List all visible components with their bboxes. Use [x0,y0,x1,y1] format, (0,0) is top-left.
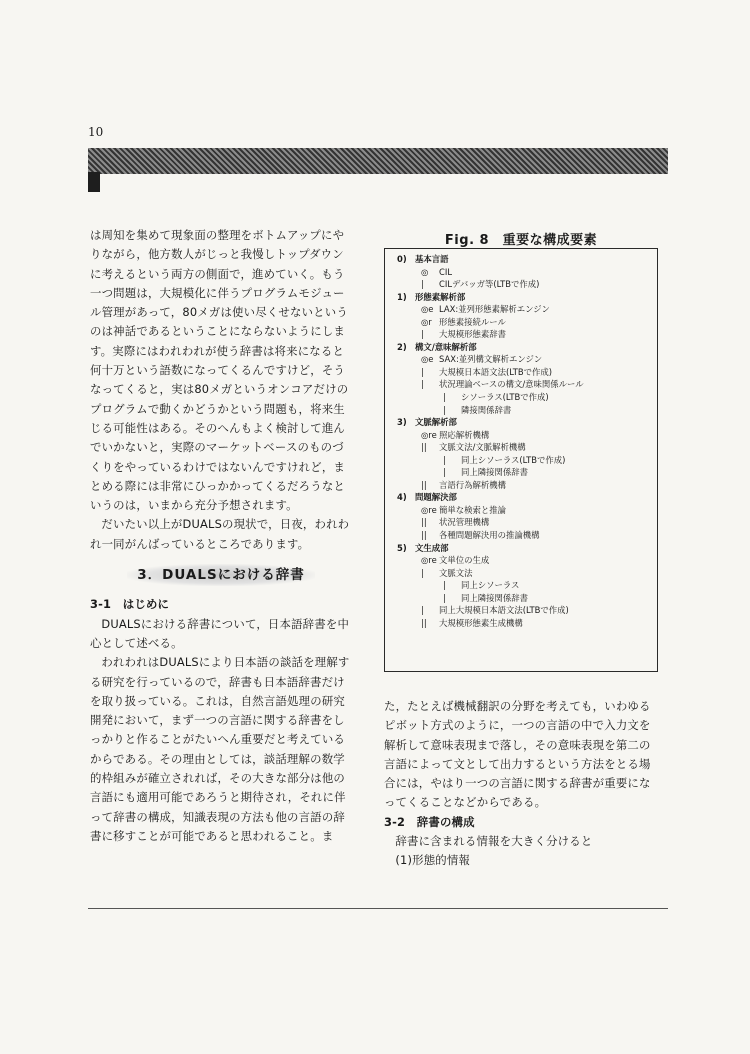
figure-line-text: LAX:並列形態素解析エンジン [439,304,550,315]
figure-line-marker: | [421,605,424,616]
figure-line-marker: 5) [397,542,407,553]
figure-line-marker: | [443,404,446,415]
right-column [384,697,659,871]
figure-line [385,253,657,266]
figure-line [385,529,657,542]
figure-line-text: 構文/意味解析部 [415,341,477,352]
figure-line-text: 文脈文法/文脈解析機構 [439,442,526,453]
figure-line [385,491,657,504]
figure-line-marker: ◎re [421,555,437,566]
subsection-title: 3-1 はじめに [90,597,170,612]
paragraph: た，たとえば機械翻訳の分野を考えても，いわゆるピボット方式のように，一つの言語の中で入力文を解析して意味表現まで落し，その意味表現を第二の言語によって文として出力するという方法をとる場合には，やはり一つの言語に関する辞書が重要になってくることなどからである。 [384,699,651,810]
figure-line-marker: 3) [397,417,407,428]
figure-line-marker: | [421,279,424,290]
bottom-rule [88,908,668,909]
figure-line-text: 大規模日本語文法(LTBで作成) [439,366,553,377]
figure-line-text: 言語行為解析機構 [439,479,506,490]
figure-title: Fig. 8 重要な構成要素 [444,233,598,248]
figure-line-marker: || [421,530,427,541]
figure-list [385,249,657,629]
figure-line-marker: ◎ [421,266,429,277]
figure-line [385,404,657,417]
figure-line-text: 同上大規模日本語文法(LTBで作成) [439,605,569,616]
figure-line-text: 同上隣接関係辞書 [461,467,528,478]
figure-line-marker: ◎e [421,354,434,365]
paragraph: われわれはDUALSにより日本語の談話を理解する研究を行っているので，辞書も日本語辞書だけを取り扱っている。これは，自然言語処理の研究開発において，まず一つの言語に関する辞書をしっかりと作ることがたいへん重要だと考えているからである。その理由としては，談話理解の数学的枠組みが確立されれば，その大きな部分は他の言語にも適用可能であろうと期待され，それに伴って辞書の構成，知識表現の方法も他の言語の辞書に移すことが可能であると思われること。ま [90,655,350,843]
figure-line [385,554,657,567]
figure-line [385,504,657,517]
figure-line-text: 同上シソーラス [461,580,520,591]
figure-line-marker: | [443,580,446,591]
figure-line-text: 状況理論ベースの構文/意味関係ルール [439,379,584,390]
section-heading-text: 3．DUALSにおける辞書 [127,564,314,586]
figure-line [385,291,657,304]
figure-line-text: 大規模形態素生成機構 [439,617,523,628]
figure-line [385,391,657,404]
header-stub [88,172,100,192]
figure-line-text: SAX:並列構文解析エンジン [439,354,543,365]
figure-line [385,479,657,492]
figure-line [385,542,657,555]
figure-line [385,316,657,329]
section-heading [90,566,352,585]
figure-line [385,278,657,291]
figure-line-text: CILデバッガ等(LTBで作成) [439,279,540,290]
figure-line-text: 基本言語 [415,254,449,264]
figure-line-text: 簡単な検索と推論 [439,504,506,515]
figure-line-text: 隣接関係辞書 [461,404,512,415]
paragraph: は周知を集めて現象面の整理をボトムアップにやりながら，他方数人がじっと我慢しトップダウンに考えるという両方の側面で，進めていく。もう一つ問題は，大規模化に伴うプログラムモジュール管理があって，80メガは使い尽くせないというのは神話であるということにならないようにします。実際にはわれわれが使う辞書は将来になると何十万という語数になってくるんですけど，そうなってくると，実は80メガというオンコアだけのプログラムで動くかどうかという問題も，将来生じる可能性はある。そのへんもよく検討して進んでいかないと，実際のマーケットベースのものづくりをやっているわけではないんですけれど，まとめる際には非常にひっかかってくるだろうなというのは，いまから充分予想されます。 [90,228,349,513]
figure-line-text: 文脈文法 [439,567,473,578]
figure-line [385,441,657,454]
figure-line-text: 文生成部 [415,542,449,553]
figure-line-marker: | [421,329,424,340]
figure-line-text: シソーラス(LTBで作成) [461,392,549,403]
header-band [88,148,668,174]
figure-line-marker: ◎e [421,304,434,315]
figure-line [385,266,657,279]
figure-line [385,617,657,630]
figure-line-text: 大規模形態素辞書 [439,329,506,340]
figure-line-text: 照応解析機構 [439,429,490,440]
figure-line-text: 文脈解析部 [415,417,457,428]
figure-line [385,378,657,391]
figure-line [385,579,657,592]
figure-box [384,248,658,672]
paragraph: DUALSにおける辞書について，日本語辞書を中心として述べる。 [90,616,350,650]
figure-line-marker: | [443,392,446,403]
figure-line-marker: 4) [397,492,407,503]
figure-line-marker: ◎re [421,429,437,440]
figure-line-text: 各種問題解決用の推論機構 [439,530,540,541]
figure-line-text: 同上隣接関係辞書 [461,592,528,603]
figure-line-marker: || [421,442,427,453]
figure-line [385,454,657,467]
figure-line-marker: 1) [397,291,407,302]
figure-line-marker: ◎r [421,316,432,327]
figure-line [385,429,657,442]
figure-line [385,604,657,617]
figure-line-text: 問題解決部 [415,492,457,503]
paragraph: だいたい以上がDUALSの現状で，日夜，われわれ一同がんばっているところであります。 [90,517,350,551]
figure-line [385,516,657,529]
figure-line [385,366,657,379]
page-number: 10 [88,125,104,139]
subsection-title: 3-2 辞書の構成 [384,814,475,829]
figure-line-marker: || [421,517,427,528]
figure-line-text: 状況管理機構 [439,517,490,528]
figure-line [385,567,657,580]
figure-line [385,303,657,316]
figure-line-marker: || [421,617,427,628]
figure-line [385,466,657,479]
figure-line-marker: | [421,567,424,578]
figure-line-marker: ◎re [421,504,437,515]
figure-line-text: 形態素解析部 [415,291,466,302]
left-column [90,226,352,846]
figure-line-text: 文単位の生成 [439,555,490,566]
figure-line-text: 形態素接続ルール [439,316,506,327]
list-item: (1)形態的情報 [395,853,471,868]
figure-line [385,592,657,605]
figure-line-marker: 0) [397,254,407,264]
paragraph: 辞書に含まれる情報を大きく分けると [395,834,593,849]
figure-line-marker: | [443,454,446,465]
figure-line-marker: | [443,592,446,603]
figure-line-marker: | [421,379,424,390]
figure-line-marker: || [421,479,427,490]
figure-line [385,416,657,429]
figure-line-text: CIL [439,266,452,277]
figure-line-marker: 2) [397,341,407,352]
figure-line [385,353,657,366]
figure-line-marker: | [421,366,424,377]
figure-line-text: 同上シソーラス(LTBで作成) [461,454,566,465]
figure-line [385,341,657,354]
figure-line-marker: | [443,467,446,478]
figure-line [385,328,657,341]
